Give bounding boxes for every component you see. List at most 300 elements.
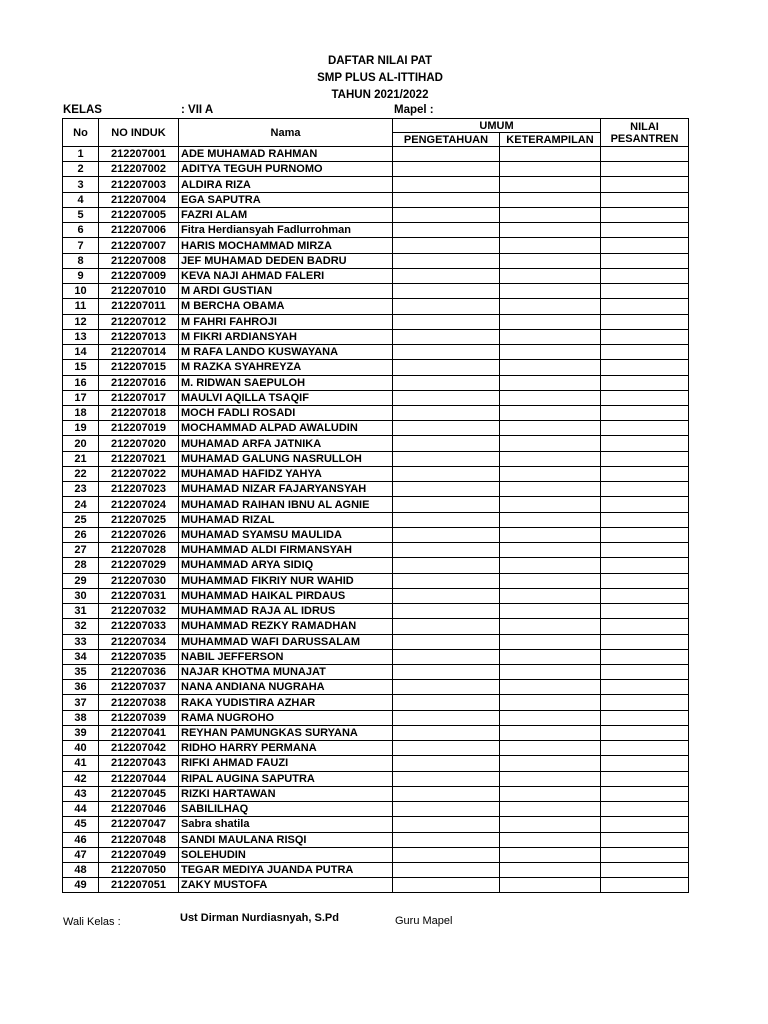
row-number: 47 — [63, 847, 99, 862]
row-keterampilan — [500, 634, 601, 649]
row-pengetahuan — [393, 649, 500, 664]
row-pengetahuan — [393, 664, 500, 679]
row-nama: MUHAMMAD RAJA AL IDRUS — [179, 604, 393, 619]
row-nilai-pesantren — [601, 192, 689, 207]
row-no-induk: 212207024 — [99, 497, 179, 512]
row-nilai-pesantren — [601, 223, 689, 238]
row-no-induk: 212207003 — [99, 177, 179, 192]
table-row — [63, 817, 689, 832]
row-nilai-pesantren — [601, 527, 689, 542]
row-number: 38 — [63, 710, 99, 725]
row-nama: MOCH FADLI ROSADI — [179, 405, 393, 420]
row-pengetahuan — [393, 329, 500, 344]
table-row — [63, 451, 689, 466]
row-pengetahuan — [393, 604, 500, 619]
row-keterampilan — [500, 207, 601, 222]
row-number: 5 — [63, 207, 99, 222]
row-nilai-pesantren — [601, 649, 689, 664]
row-keterampilan — [500, 162, 601, 177]
row-number: 13 — [63, 329, 99, 344]
table-row — [63, 588, 689, 603]
row-no-induk: 212207041 — [99, 725, 179, 740]
row-nama: MAULVI AQILLA TSAQIF — [179, 390, 393, 405]
table-row — [63, 680, 689, 695]
row-nama: MUHAMAD HAFIDZ YAHYA — [179, 466, 393, 481]
row-nilai-pesantren — [601, 817, 689, 832]
row-number: 17 — [63, 390, 99, 405]
row-number: 31 — [63, 604, 99, 619]
row-pengetahuan — [393, 284, 500, 299]
row-keterampilan — [500, 390, 601, 405]
table-row — [63, 299, 689, 314]
row-no-induk: 212207039 — [99, 710, 179, 725]
row-number: 20 — [63, 436, 99, 451]
row-nilai-pesantren — [601, 863, 689, 878]
row-pengetahuan — [393, 771, 500, 786]
table-body — [63, 147, 689, 893]
row-number: 29 — [63, 573, 99, 588]
row-keterampilan — [500, 238, 601, 253]
row-no-induk: 212207023 — [99, 482, 179, 497]
row-pengetahuan — [393, 360, 500, 375]
row-keterampilan — [500, 223, 601, 238]
row-pengetahuan — [393, 253, 500, 268]
row-no-induk: 212207018 — [99, 405, 179, 420]
row-nilai-pesantren — [601, 710, 689, 725]
table-row — [63, 162, 689, 177]
row-keterampilan — [500, 329, 601, 344]
row-keterampilan — [500, 360, 601, 375]
row-nama: MUHAMAD NIZAR FAJARYANSYAH — [179, 482, 393, 497]
table-row — [63, 527, 689, 542]
row-nilai-pesantren — [601, 786, 689, 801]
row-number: 35 — [63, 664, 99, 679]
row-pengetahuan — [393, 527, 500, 542]
table-row — [63, 147, 689, 162]
kelas-value: : VII A — [181, 104, 214, 116]
col-header-induk: NO INDUK — [99, 119, 179, 147]
row-no-induk: 212207046 — [99, 802, 179, 817]
row-nama: MUHAMAD RIZAL — [179, 512, 393, 527]
header-year: TAHUN 2021/2022 — [331, 89, 429, 101]
row-nama: MUHAMAD SYAMSU MAULIDA — [179, 527, 393, 542]
row-pengetahuan — [393, 207, 500, 222]
document-header — [0, 53, 760, 104]
table-row — [63, 802, 689, 817]
row-keterampilan — [500, 863, 601, 878]
row-nilai-pesantren — [601, 147, 689, 162]
row-pengetahuan — [393, 451, 500, 466]
row-number: 15 — [63, 360, 99, 375]
row-nama: MUHAMMAD WAFI DARUSSALAM — [179, 634, 393, 649]
row-keterampilan — [500, 680, 601, 695]
col-header-nilai-pesantren — [601, 119, 689, 147]
row-keterampilan — [500, 314, 601, 329]
row-nilai-pesantren — [601, 177, 689, 192]
row-nilai-pesantren — [601, 878, 689, 893]
row-no-induk: 212207017 — [99, 390, 179, 405]
row-keterampilan — [500, 451, 601, 466]
row-nilai-pesantren — [601, 207, 689, 222]
row-no-induk: 212207048 — [99, 832, 179, 847]
wali-kelas-name: Ust Dirman Nurdiasnyah, S.Pd — [180, 912, 339, 924]
row-number: 23 — [63, 482, 99, 497]
row-no-induk: 212207036 — [99, 664, 179, 679]
row-pengetahuan — [393, 375, 500, 390]
row-nama: MUHAMAD RAIHAN IBNU AL AGNIE — [179, 497, 393, 512]
row-no-induk: 212207030 — [99, 573, 179, 588]
row-nilai-pesantren — [601, 345, 689, 360]
row-number: 19 — [63, 421, 99, 436]
row-pengetahuan — [393, 847, 500, 862]
row-nilai-pesantren — [601, 573, 689, 588]
row-number: 30 — [63, 588, 99, 603]
row-pengetahuan — [393, 543, 500, 558]
mapel-label: Mapel : — [394, 104, 434, 116]
row-keterampilan — [500, 482, 601, 497]
row-nilai-pesantren — [601, 375, 689, 390]
row-keterampilan — [500, 192, 601, 207]
row-nilai-pesantren — [601, 558, 689, 573]
row-number: 12 — [63, 314, 99, 329]
row-pengetahuan — [393, 832, 500, 847]
row-nama: MUHAMMAD ALDI FIRMANSYAH — [179, 543, 393, 558]
row-pengetahuan — [393, 588, 500, 603]
row-keterampilan — [500, 695, 601, 710]
row-nama: NABIL JEFFERSON — [179, 649, 393, 664]
row-no-induk: 212207014 — [99, 345, 179, 360]
row-keterampilan — [500, 802, 601, 817]
table-row — [63, 573, 689, 588]
row-number: 24 — [63, 497, 99, 512]
row-nilai-pesantren — [601, 329, 689, 344]
row-nilai-pesantren — [601, 680, 689, 695]
table-row — [63, 847, 689, 862]
row-pengetahuan — [393, 314, 500, 329]
row-no-induk: 212207047 — [99, 817, 179, 832]
row-nilai-pesantren — [601, 543, 689, 558]
row-nama: RIDHO HARRY PERMANA — [179, 741, 393, 756]
row-pengetahuan — [393, 710, 500, 725]
row-pengetahuan — [393, 680, 500, 695]
row-nilai-pesantren — [601, 847, 689, 862]
row-no-induk: 212207037 — [99, 680, 179, 695]
row-no-induk: 212207029 — [99, 558, 179, 573]
row-number: 27 — [63, 543, 99, 558]
row-nilai-pesantren — [601, 497, 689, 512]
row-pengetahuan — [393, 802, 500, 817]
row-no-induk: 212207022 — [99, 466, 179, 481]
row-keterampilan — [500, 771, 601, 786]
row-pengetahuan — [393, 299, 500, 314]
table-row — [63, 756, 689, 771]
row-no-induk: 212207028 — [99, 543, 179, 558]
row-keterampilan — [500, 817, 601, 832]
row-number: 36 — [63, 680, 99, 695]
row-nama: RAMA NUGROHO — [179, 710, 393, 725]
row-nilai-pesantren — [601, 314, 689, 329]
row-no-induk: 212207045 — [99, 786, 179, 801]
row-nama: ALDIRA RIZA — [179, 177, 393, 192]
row-number: 21 — [63, 451, 99, 466]
row-nama: MUHAMAD ARFA JATNIKA — [179, 436, 393, 451]
row-number: 48 — [63, 863, 99, 878]
row-pengetahuan — [393, 817, 500, 832]
row-pengetahuan — [393, 345, 500, 360]
row-nilai-pesantren — [601, 390, 689, 405]
table-row — [63, 421, 689, 436]
row-no-induk: 212207001 — [99, 147, 179, 162]
row-number: 18 — [63, 405, 99, 420]
table-row — [63, 619, 689, 634]
row-nilai-pesantren — [601, 162, 689, 177]
row-pengetahuan — [393, 223, 500, 238]
row-keterampilan — [500, 710, 601, 725]
row-keterampilan — [500, 756, 601, 771]
row-keterampilan — [500, 147, 601, 162]
row-keterampilan — [500, 725, 601, 740]
col-header-umum: UMUM — [393, 119, 601, 133]
table-row — [63, 710, 689, 725]
row-pengetahuan — [393, 756, 500, 771]
row-nama: M BERCHA OBAMA — [179, 299, 393, 314]
table-row — [63, 436, 689, 451]
row-keterampilan — [500, 405, 601, 420]
wali-kelas-label: Wali Kelas : — [63, 916, 121, 928]
table-row — [63, 634, 689, 649]
row-keterampilan — [500, 253, 601, 268]
row-nama: SOLEHUDIN — [179, 847, 393, 862]
row-nama: KEVA NAJI AHMAD FALERI — [179, 268, 393, 283]
row-number: 1 — [63, 147, 99, 162]
table-row — [63, 268, 689, 283]
row-number: 43 — [63, 786, 99, 801]
row-number: 25 — [63, 512, 99, 527]
row-nilai-pesantren — [601, 756, 689, 771]
row-no-induk: 212207050 — [99, 863, 179, 878]
row-pengetahuan — [393, 634, 500, 649]
row-nama: SABILILHAQ — [179, 802, 393, 817]
row-keterampilan — [500, 604, 601, 619]
row-number: 40 — [63, 741, 99, 756]
row-pengetahuan — [393, 573, 500, 588]
row-nama: HARIS MOCHAMMAD MIRZA — [179, 238, 393, 253]
row-nama: RAKA YUDISTIRA AZHAR — [179, 695, 393, 710]
table-row — [63, 466, 689, 481]
row-keterampilan — [500, 649, 601, 664]
row-pengetahuan — [393, 725, 500, 740]
row-nama: Sabra shatila — [179, 817, 393, 832]
row-nama: MOCHAMMAD ALPAD AWALUDIN — [179, 421, 393, 436]
table-row — [63, 664, 689, 679]
row-keterampilan — [500, 177, 601, 192]
row-nama: MUHAMMAD REZKY RAMADHAN — [179, 619, 393, 634]
row-keterampilan — [500, 664, 601, 679]
table-row — [63, 284, 689, 299]
table-row — [63, 878, 689, 893]
row-pengetahuan — [393, 863, 500, 878]
row-number: 28 — [63, 558, 99, 573]
row-keterampilan — [500, 466, 601, 481]
row-keterampilan — [500, 878, 601, 893]
row-no-induk: 212207004 — [99, 192, 179, 207]
row-nilai-pesantren — [601, 299, 689, 314]
row-no-induk: 212207044 — [99, 771, 179, 786]
row-nama: ADE MUHAMAD RAHMAN — [179, 147, 393, 162]
row-pengetahuan — [393, 390, 500, 405]
row-pengetahuan — [393, 558, 500, 573]
row-number: 33 — [63, 634, 99, 649]
row-nama: M FIKRI ARDIANSYAH — [179, 329, 393, 344]
row-nilai-pesantren — [601, 451, 689, 466]
row-pengetahuan — [393, 421, 500, 436]
table-row — [63, 223, 689, 238]
row-keterampilan — [500, 375, 601, 390]
row-nilai-pesantren — [601, 512, 689, 527]
row-nilai-pesantren — [601, 253, 689, 268]
table-row — [63, 832, 689, 847]
row-nama: MUHAMMAD ARYA SIDIQ — [179, 558, 393, 573]
row-nama: ADITYA TEGUH PURNOMO — [179, 162, 393, 177]
row-no-induk: 212207031 — [99, 588, 179, 603]
row-no-induk: 212207035 — [99, 649, 179, 664]
row-nilai-pesantren — [601, 771, 689, 786]
row-nilai-pesantren — [601, 634, 689, 649]
table-row — [63, 314, 689, 329]
row-no-induk: 212207033 — [99, 619, 179, 634]
row-nama: TEGAR MEDIYA JUANDA PUTRA — [179, 863, 393, 878]
row-pengetahuan — [393, 878, 500, 893]
row-no-induk: 212207002 — [99, 162, 179, 177]
row-number: 44 — [63, 802, 99, 817]
row-no-induk: 212207015 — [99, 360, 179, 375]
row-nilai-pesantren — [601, 664, 689, 679]
row-number: 34 — [63, 649, 99, 664]
row-number: 45 — [63, 817, 99, 832]
table-row — [63, 390, 689, 405]
row-number: 11 — [63, 299, 99, 314]
row-nama: M. RIDWAN SAEPULOH — [179, 375, 393, 390]
row-no-induk: 212207007 — [99, 238, 179, 253]
row-pengetahuan — [393, 497, 500, 512]
row-no-induk: 212207026 — [99, 527, 179, 542]
row-pengetahuan — [393, 695, 500, 710]
table-row — [63, 512, 689, 527]
row-keterampilan — [500, 268, 601, 283]
row-pengetahuan — [393, 405, 500, 420]
row-nilai-pesantren — [601, 284, 689, 299]
table-row — [63, 360, 689, 375]
row-nilai-pesantren — [601, 482, 689, 497]
row-pengetahuan — [393, 619, 500, 634]
table-row — [63, 482, 689, 497]
row-no-induk: 212207010 — [99, 284, 179, 299]
row-nama: ZAKY MUSTOFA — [179, 878, 393, 893]
guru-mapel-label: Guru Mapel — [395, 915, 453, 927]
row-nilai-pesantren — [601, 802, 689, 817]
row-number: 10 — [63, 284, 99, 299]
table-row — [63, 177, 689, 192]
row-nilai-pesantren — [601, 238, 689, 253]
row-nilai-pesantren — [601, 466, 689, 481]
row-keterampilan — [500, 847, 601, 862]
table-row — [63, 329, 689, 344]
kelas-label: KELAS — [63, 104, 102, 116]
col-header-keterampilan: KETERAMPILAN — [500, 133, 601, 147]
row-nilai-pesantren — [601, 360, 689, 375]
header-school: SMP PLUS AL-ITTIHAD — [317, 72, 443, 84]
row-pengetahuan — [393, 238, 500, 253]
row-pengetahuan — [393, 268, 500, 283]
table-row — [63, 558, 689, 573]
row-no-induk: 212207006 — [99, 223, 179, 238]
row-keterampilan — [500, 527, 601, 542]
row-keterampilan — [500, 512, 601, 527]
row-nama: M FAHRI FAHROJI — [179, 314, 393, 329]
row-nama: MUHAMAD GALUNG NASRULLOH — [179, 451, 393, 466]
row-number: 32 — [63, 619, 99, 634]
row-keterampilan — [500, 284, 601, 299]
row-nilai-pesantren — [601, 725, 689, 740]
table-row — [63, 771, 689, 786]
row-number: 7 — [63, 238, 99, 253]
row-number: 9 — [63, 268, 99, 283]
table-row — [63, 238, 689, 253]
table-row — [63, 192, 689, 207]
col-header-nilai-line1: NILAI — [630, 120, 659, 133]
table-row — [63, 543, 689, 558]
row-number: 16 — [63, 375, 99, 390]
row-nama: MUHAMMAD FIKRIY NUR WAHID — [179, 573, 393, 588]
row-nama: M ARDI GUSTIAN — [179, 284, 393, 299]
row-no-induk: 212207008 — [99, 253, 179, 268]
row-pengetahuan — [393, 162, 500, 177]
row-keterampilan — [500, 345, 601, 360]
row-pengetahuan — [393, 512, 500, 527]
row-keterampilan — [500, 588, 601, 603]
row-keterampilan — [500, 421, 601, 436]
row-nilai-pesantren — [601, 436, 689, 451]
row-no-induk: 212207021 — [99, 451, 179, 466]
table-row — [63, 863, 689, 878]
row-no-induk: 212207013 — [99, 329, 179, 344]
row-nama: JEF MUHAMAD DEDEN BADRU — [179, 253, 393, 268]
row-keterampilan — [500, 543, 601, 558]
row-keterampilan — [500, 741, 601, 756]
row-no-induk: 212207043 — [99, 756, 179, 771]
row-number: 49 — [63, 878, 99, 893]
table-row — [63, 725, 689, 740]
row-keterampilan — [500, 436, 601, 451]
row-no-induk: 212207009 — [99, 268, 179, 283]
table-row — [63, 207, 689, 222]
row-no-induk: 212207025 — [99, 512, 179, 527]
header-title: DAFTAR NILAI PAT — [327, 55, 433, 67]
row-nama: RIZKI HARTAWAN — [179, 786, 393, 801]
col-header-no: No — [63, 119, 99, 147]
table-row — [63, 405, 689, 420]
row-pengetahuan — [393, 741, 500, 756]
table-row — [63, 786, 689, 801]
row-keterampilan — [500, 573, 601, 588]
row-no-induk: 212207019 — [99, 421, 179, 436]
row-keterampilan — [500, 786, 601, 801]
row-nilai-pesantren — [601, 741, 689, 756]
row-nama: FAZRI ALAM — [179, 207, 393, 222]
grades-table — [62, 118, 689, 893]
table-row — [63, 649, 689, 664]
row-nama: EGA SAPUTRA — [179, 192, 393, 207]
